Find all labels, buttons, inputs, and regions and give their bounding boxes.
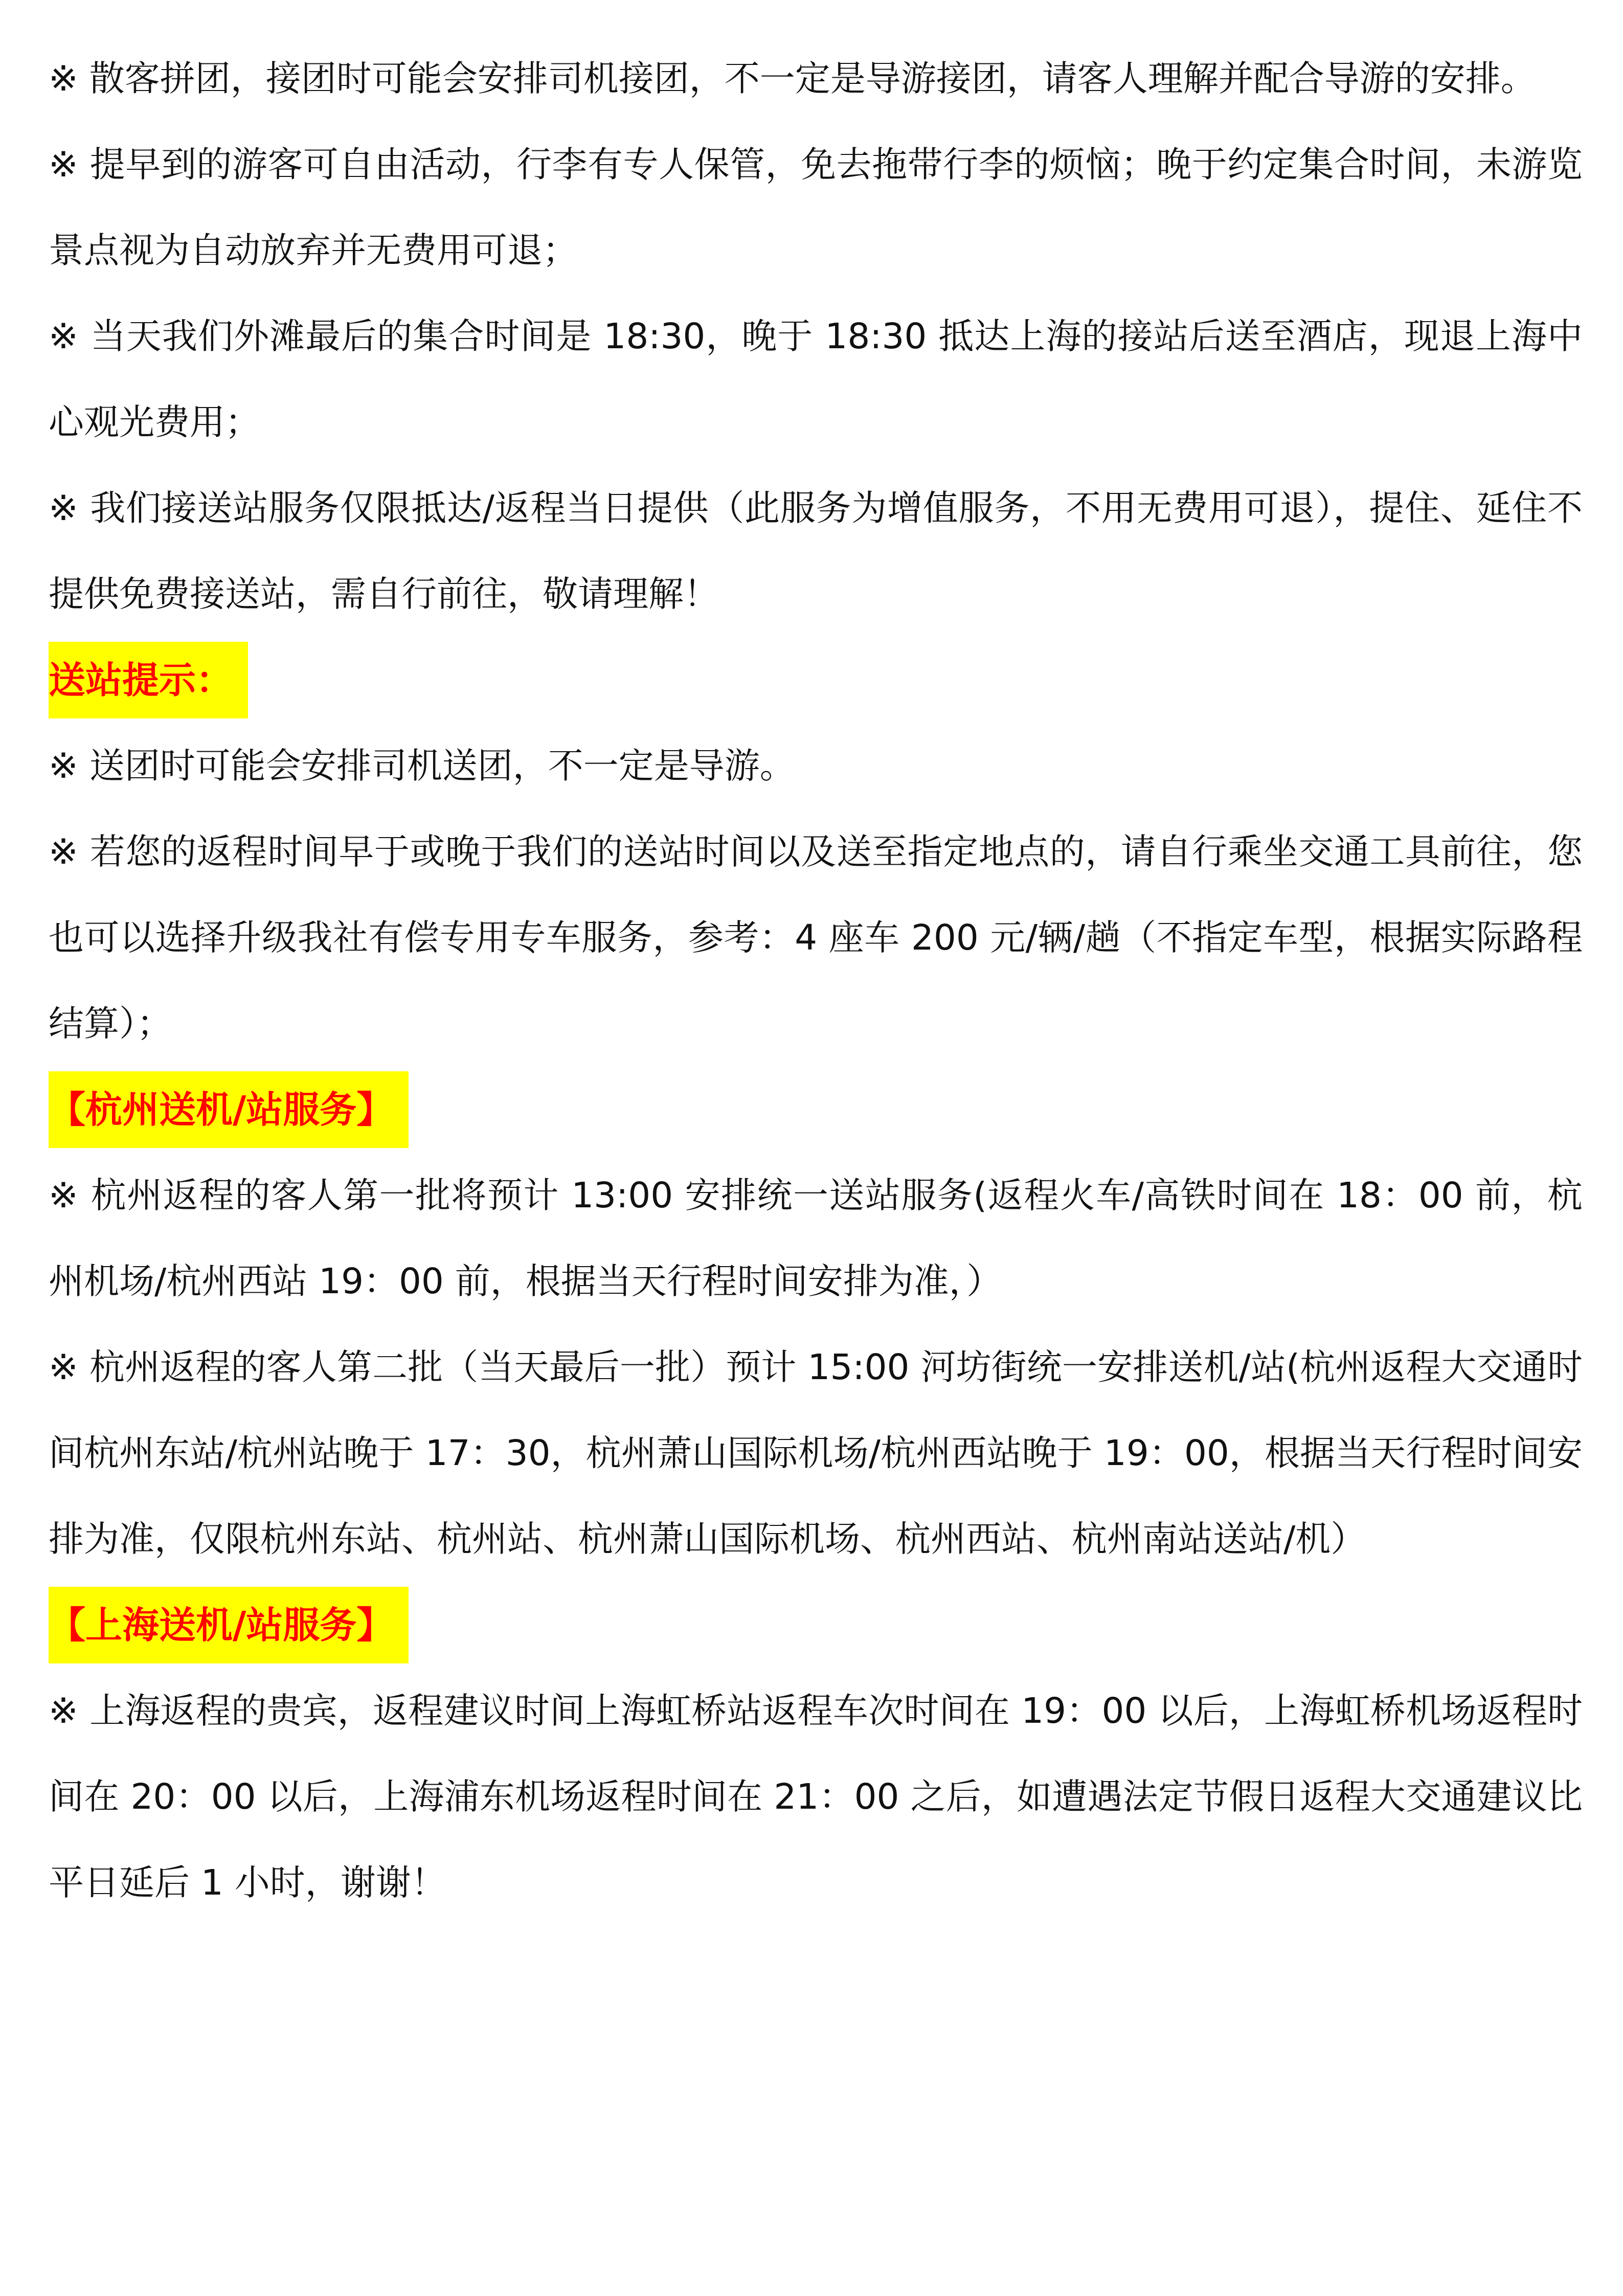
- shanghai-service-heading: 【上海送机/站服务】: [49, 1587, 409, 1663]
- dropoff-note: ※ 送团时可能会安排司机送团，不一定是导游。: [49, 746, 795, 786]
- hangzhou-heading-row: [49, 1067, 1583, 1153]
- hangzhou-service-heading: 【杭州送机/站服务】: [49, 1071, 409, 1148]
- dropoff-note: ※ 若您的返程时间早于或晚于我们的送站时间以及送至指定地点的，请自行乘坐交通工具前往，您也可以选择升级我社有偿专用专车服务，参考：4 座车 200 元/辆/趟（不指定车型，根据实际路程结算）；: [49, 831, 1583, 1044]
- pickup-note: ※ 当天我们外滩最后的集合时间是 18:30，晚于 18:30 抵达上海的接站后送至酒店，现退上海中心观光费用；: [49, 316, 1583, 443]
- pickup-note: ※ 我们接送站服务仅限抵达/返程当日提供（此服务为增值服务，不用无费用可退），提住、延住不提供免费接送站，需自行前往，敬请理解！: [49, 488, 1583, 615]
- pickup-note: ※ 散客拼团，接团时可能会安排司机接团，不一定是导游接团，请客人理解并配合导游的安排。: [49, 58, 1536, 99]
- hangzhou-note: ※ 杭州返程的客人第二批（当天最后一批）预计 15:00 河坊街统一安排送机/站(杭州返程大交通时间杭州东站/杭州站晚于 17：30，杭州萧山国际机场/杭州西站晚于 19：00，根据当天行程时间安排为准，仅限杭州东站、杭州站、杭州萧山国际机场、杭州西站、杭州南站送站/机）: [49, 1347, 1583, 1560]
- dropoff-heading: 送站提示：: [49, 642, 248, 718]
- dropoff-heading-row: [49, 637, 1583, 723]
- shanghai-heading-row: [49, 1582, 1583, 1668]
- shanghai-note: ※ 上海返程的贵宾，返程建议时间上海虹桥站返程车次时间在 19：00 以后，上海虹桥机场返程时间在 20：00 以后，上海浦东机场返程时间在 21：00 之后，如遭遇法定节假日返程大交通建议比平日延后 1 小时，谢谢！: [49, 1691, 1583, 1903]
- hangzhou-note: ※ 杭州返程的客人第一批将预计 13:00 安排统一送站服务(返程火车/高铁时间在 18：00 前，杭州机场/杭州西站 19：00 前，根据当天行程时间安排为准，）: [49, 1175, 1583, 1302]
- document-page: [49, 36, 1583, 1926]
- pickup-note: ※ 提早到的游客可自由活动，行李有专人保管，免去拖带行李的烦恼；晚于约定集合时间，未游览景点视为自动放弃并无费用可退；: [49, 144, 1583, 271]
